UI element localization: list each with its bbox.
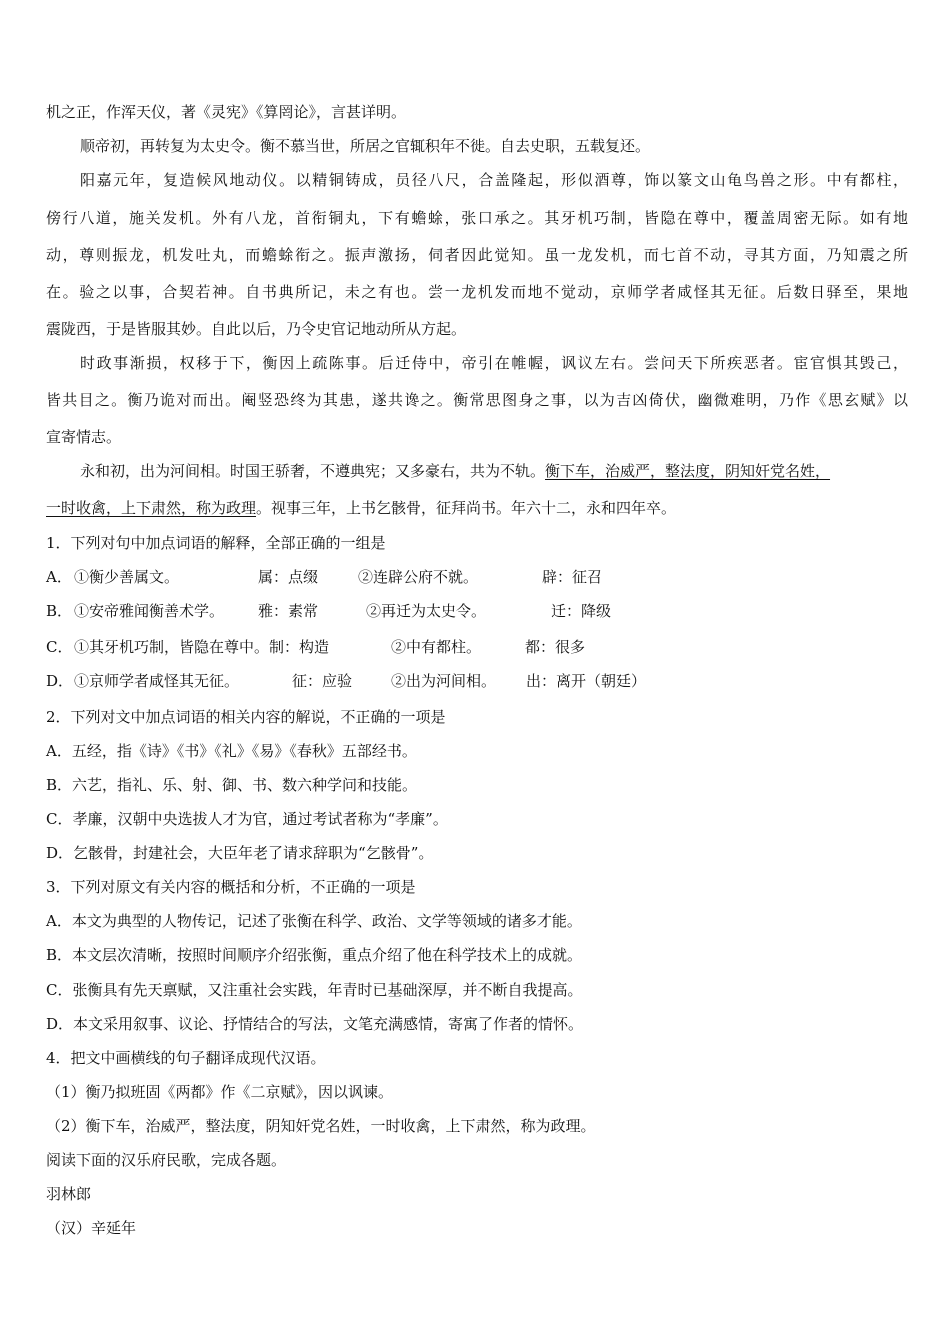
passage-paragraph: 阳嘉元年，复造候风地动仪。以精铜铸成，员径八尺，合盖隆起，形似酒尊，饰以篆文山龟鸟兽之形。中有都柱， <box>80 171 908 189</box>
poem-author: （汉）辛延年 <box>46 1219 137 1237</box>
option-explanation: 征：应验 <box>292 672 353 690</box>
option-text: D．乞骸骨，封建社会，大臣年老了请求辞职为“乞骸骨”。 <box>46 844 434 862</box>
option-sentence: ①衡少善属文。 <box>74 568 180 586</box>
option-explanation: 都：很多 <box>525 638 586 656</box>
option-label: A． <box>46 568 72 586</box>
option-text: C．孝廉，汉朝中央选拔人才为官，通过考试者称为“孝廉”。 <box>46 810 448 828</box>
passage-line: 动，尊则振龙，机发吐丸，而蟾蜍衔之。振声激扬，伺者因此觉知。虽一龙发机，而七首不动，寻其方面，乃知震之所 <box>46 246 908 264</box>
passage-line: 宣寄情志。 <box>46 428 122 446</box>
option-explanation: 属：点缀 <box>258 568 319 586</box>
option-explanation: 辟：征召 <box>542 568 603 586</box>
passage-paragraph <box>80 461 908 481</box>
question-stem: 1．下列对句中加点词语的解释，全部正确的一组是 <box>46 534 386 552</box>
passage-line: 在。验之以事，合契若神。自书典所记，未之有也。尝一龙机发而地不觉动，京师学者咸怪其无征。后数日驿至，果地 <box>46 283 908 301</box>
option-sentence: ②出为河间相。 <box>391 672 497 690</box>
question-stem: 2．下列对文中加点词语的相关内容的解说，不正确的一项是 <box>46 708 446 726</box>
option-label: B． <box>46 602 73 620</box>
option-sentence: ①京师学者咸怪其无征。 <box>74 672 240 690</box>
question-stem: 3．下列对原文有关内容的概括和分析，不正确的一项是 <box>46 878 416 896</box>
passage-line: 皆共目之。衡乃诡对而出。阉竖恐终为其患，遂共谗之。衡常思图身之事，以为吉凶倚伏，幽微难明，乃作《思玄赋》以 <box>46 391 908 409</box>
passage-line: 震陇西，于是皆服其妙。自此以后，乃令史官记地动所从方起。 <box>46 320 467 338</box>
passage-line: 机之正，作浑天仪，著《灵宪》《算罔论》，言甚详明。 <box>46 103 407 121</box>
passage-text: 。视事三年，上书乞骸骨，征拜尚书。年六十二，永和四年卒。 <box>256 499 677 517</box>
section-instruction: 阅读下面的汉乐府民歌，完成各题。 <box>46 1151 287 1169</box>
passage-paragraph: 时政事渐损，权移于下，衡因上疏陈事。后迁侍中，帝引在帷幄，讽议左右。尝问天下所疾恶者。宦官惧其毁己， <box>80 354 908 372</box>
translation-item: （1）衡乃拟班固《两都》作《二京赋》，因以讽谏。 <box>46 1083 394 1101</box>
option-explanation: 出：离开（朝廷） <box>526 672 647 690</box>
option-explanation: 雅：素常 <box>258 602 319 620</box>
option-sentence: ②中有都柱。 <box>391 638 482 656</box>
passage-text: 永和初，出为河间相。时国王骄奢，不遵典宪；又多豪右，共为不轨。 <box>80 462 546 480</box>
option-label: C． <box>46 638 73 656</box>
option-sentence: ②再迁为太史令。 <box>366 602 487 620</box>
option-text: D．本文采用叙事、议论、抒情结合的写法，文笔充满感情，寄寓了作者的情怀。 <box>46 1015 584 1033</box>
option-sentence: ①其牙机巧制，皆隐在尊中。制：构造 <box>74 638 330 656</box>
question-stem: 4．把文中画横线的句子翻译成现代汉语。 <box>46 1049 326 1067</box>
option-text: B．六艺，指礼、乐、射、御、书、数六种学问和技能。 <box>46 776 418 794</box>
translation-item: （2）衡下车，治威严，整法度，阴知奸党名姓，一时收禽，上下肃然，称为政理。 <box>46 1117 596 1135</box>
option-sentence: ②连辟公府不就。 <box>358 568 479 586</box>
option-explanation: 迁：降级 <box>551 602 612 620</box>
underlined-sentence: 一时收禽，上下肃然，称为政理 <box>46 499 257 517</box>
option-sentence: ①安帝雅闻衡善术学。 <box>74 602 225 620</box>
option-label: D． <box>46 672 74 690</box>
option-text: C．张衡具有先天禀赋，又注重社会实践，年青时已基础深厚，并不断自我提高。 <box>46 981 583 999</box>
underlined-sentence: 衡下车，治威严，整法度，阴知奸党名姓， <box>545 462 831 480</box>
passage-paragraph: 顺帝初，再转复为太史令。衡不慕当世，所居之官辄积年不徙。自去史职，五载复还。 <box>80 137 651 155</box>
poem-title: 羽林郎 <box>46 1185 92 1203</box>
option-text: A．本文为典型的人物传记，记述了张衡在科学、政治、文学等领域的诸多才能。 <box>46 912 582 930</box>
passage-line: 傍行八道，施关发机。外有八龙，首衔铜丸，下有蟾蜍，张口承之。其牙机巧制，皆隐在尊中，覆盖周密无际。如有地 <box>46 209 908 227</box>
passage-line <box>46 498 908 518</box>
option-text: B．本文层次清晰，按照时间顺序介绍张衡，重点介绍了他在科学技术上的成就。 <box>46 946 583 964</box>
option-text: A．五经，指《诗》《书》《礼》《易》《春秋》五部经书。 <box>46 742 417 760</box>
